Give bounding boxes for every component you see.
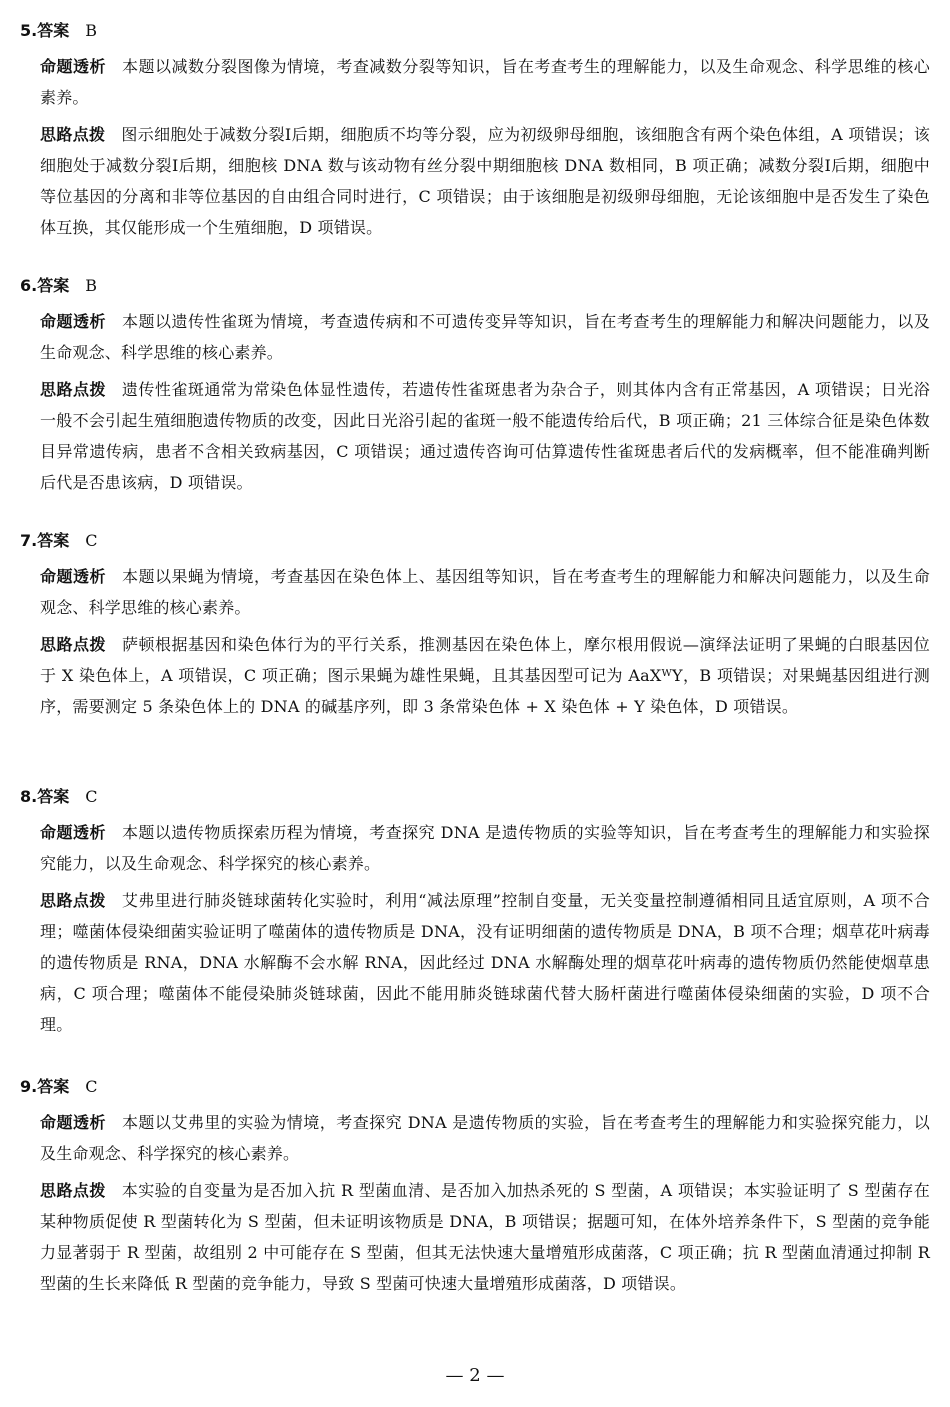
- answer-label: 答案: [37, 1077, 70, 1096]
- answer-label: 答案: [37, 21, 70, 40]
- analysis-paragraph: [40, 817, 930, 879]
- hint-paragraph: [40, 119, 930, 243]
- answer-value: B: [85, 276, 97, 295]
- hint-label: 思路点拨: [40, 635, 106, 654]
- analysis-paragraph: [40, 1107, 930, 1169]
- hint-label: 思路点拨: [40, 1181, 106, 1200]
- question-block-7: [20, 530, 930, 722]
- hint-label: 思路点拨: [40, 380, 106, 399]
- analysis-text: 本题以遗传性雀斑为情境，考查遗传病和不可遗传变异等知识，旨在考查考生的理解能力和解决问题能力，以及生命观念、科学思维的核心素养。: [40, 312, 930, 362]
- hint-label: 思路点拨: [40, 891, 106, 910]
- hint-paragraph: [40, 1175, 930, 1299]
- hint-label: 思路点拨: [40, 125, 106, 144]
- answer-line: [20, 530, 930, 552]
- analysis-label: 命题透析: [40, 823, 106, 842]
- answer-line: [20, 786, 930, 808]
- page-number: — 2 —: [445, 1365, 505, 1386]
- analysis-paragraph: [40, 561, 930, 623]
- answer-value: C: [85, 531, 98, 550]
- answer-line: [20, 1076, 930, 1098]
- question-block-9: [20, 1076, 930, 1299]
- question-block-8: [20, 786, 930, 1040]
- analysis-text: 本题以遗传物质探索历程为情境，考查探究 DNA 是遗传物质的实验等知识，旨在考查考生的理解能力和实验探究能力，以及生命观念、科学探究的核心素养。: [40, 823, 930, 873]
- answer-value: C: [85, 787, 98, 806]
- answer-line: [20, 275, 930, 297]
- question-block-5: [20, 20, 930, 243]
- hint-text: 图示细胞处于减数分裂Ⅰ后期，细胞质不均等分裂，应为初级卵母细胞，该细胞含有两个染色体组，A 项错误；该细胞处于减数分裂Ⅰ后期，细胞核 DNA 数与该动物有丝分裂中期细胞核 DNA 数相同，B 项正确；减数分裂Ⅰ后期，细胞中等位基因的分离和非等位基因的自由组合同时进行，C 项错误；由于该细胞是初级卵母细胞，无论该细胞中是否发生了染色体互换，其仅能形成一个生殖细胞，D 项错误。: [40, 125, 930, 237]
- answer-value: C: [85, 1077, 98, 1096]
- question-number: 6.: [20, 276, 38, 295]
- hint-paragraph: [40, 374, 930, 498]
- hint-text: 艾弗里进行肺炎链球菌转化实验时，利用“减法原理”控制自变量，无关变量控制遵循相同且适宜原则，A 项不合理；噬菌体侵染细菌实验证明了噬菌体的遗传物质是 DNA，没有证明细菌的遗传物质是 DNA，B 项不合理；烟草花叶病毒的遗传物质是 RNA，DNA 水解酶不会水解 RNA，因此经过 DNA 水解酶处理的烟草花叶病毒的遗传物质仍然能使烟草患病，C 项合理；噬菌体不能侵染肺炎链球菌，因此不能用肺炎链球菌代替大肠杆菌进行噬菌体侵染细菌的实验，D 项不合理。: [40, 891, 930, 1034]
- question-number: 5.: [20, 21, 38, 40]
- analysis-paragraph: [40, 51, 930, 113]
- analysis-label: 命题透析: [40, 567, 106, 586]
- analysis-paragraph: [40, 306, 930, 368]
- hint-text: 遗传性雀斑通常为常染色体显性遗传，若遗传性雀斑患者为杂合子，则其体内含有正常基因，A 项错误；日光浴一般不会引起生殖细胞遗传物质的改变，因此日光浴引起的雀斑一般不能遗传给后代，B 项正确；21 三体综合征是染色体数目异常遗传病，患者不含相关致病基因，C 项错误；通过遗传咨询可估算遗传性雀斑患者后代的发病概率，但不能准确判断后代是否患该病，D 项错误。: [40, 380, 930, 492]
- question-number: 9.: [20, 1077, 38, 1096]
- hint-text: 本实验的自变量为是否加入抗 R 型菌血清、是否加入加热杀死的 S 型菌，A 项错误；本实验证明了 S 型菌存在某种物质促使 R 型菌转化为 S 型菌，但未证明该物质是 DNA，B 项错误；据题可知，在体外培养条件下，S 型菌的竞争能力显著弱于 R 型菌，故组别 2 中可能存在 S 型菌，但其无法快速大量增殖形成菌落，C 项正确；抗 R 型菌血清通过抑制 R 型菌的生长来降低 R 型菌的竞争能力，导致 S 型菌可快速大量增殖形成菌落，D 项错误。: [40, 1181, 930, 1293]
- answer-label: 答案: [37, 787, 70, 806]
- analysis-text: 本题以减数分裂图像为情境，考查减数分裂等知识，旨在考查考生的理解能力，以及生命观念、科学思维的核心素养。: [40, 57, 930, 107]
- analysis-text: 本题以艾弗里的实验为情境，考查探究 DNA 是遗传物质的实验，旨在考查考生的理解能力和实验探究能力，以及生命观念、科学探究的核心素养。: [40, 1113, 930, 1163]
- analysis-label: 命题透析: [40, 1113, 106, 1132]
- hint-paragraph: [40, 629, 930, 722]
- answer-label: 答案: [37, 531, 70, 550]
- answer-line: [20, 20, 930, 42]
- analysis-label: 命题透析: [40, 312, 106, 331]
- answer-label: 答案: [37, 276, 70, 295]
- question-number: 7.: [20, 531, 38, 550]
- question-block-6: [20, 275, 930, 498]
- question-number: 8.: [20, 787, 38, 806]
- answer-value: B: [85, 21, 97, 40]
- analysis-label: 命题透析: [40, 57, 106, 76]
- hint-text: 萨顿根据基因和染色体行为的平行关系，推测基因在染色体上，摩尔根用假说—演绎法证明了果蝇的白眼基因位于 X 染色体上，A 项错误，C 项正确；图示果蝇为雄性果蝇，且其基因型可记为 AaXᵂY，B 项错误；对果蝇基因组进行测序，需要测定 5 条染色体上的 DNA 的碱基序列，即 3 条常染色体 + X 染色体 + Y 染色体，D 项错误。: [40, 635, 930, 716]
- analysis-text: 本题以果蝇为情境，考查基因在染色体上、基因组等知识，旨在考查考生的理解能力和解决问题能力，以及生命观念、科学思维的核心素养。: [40, 567, 930, 617]
- hint-paragraph: [40, 885, 930, 1040]
